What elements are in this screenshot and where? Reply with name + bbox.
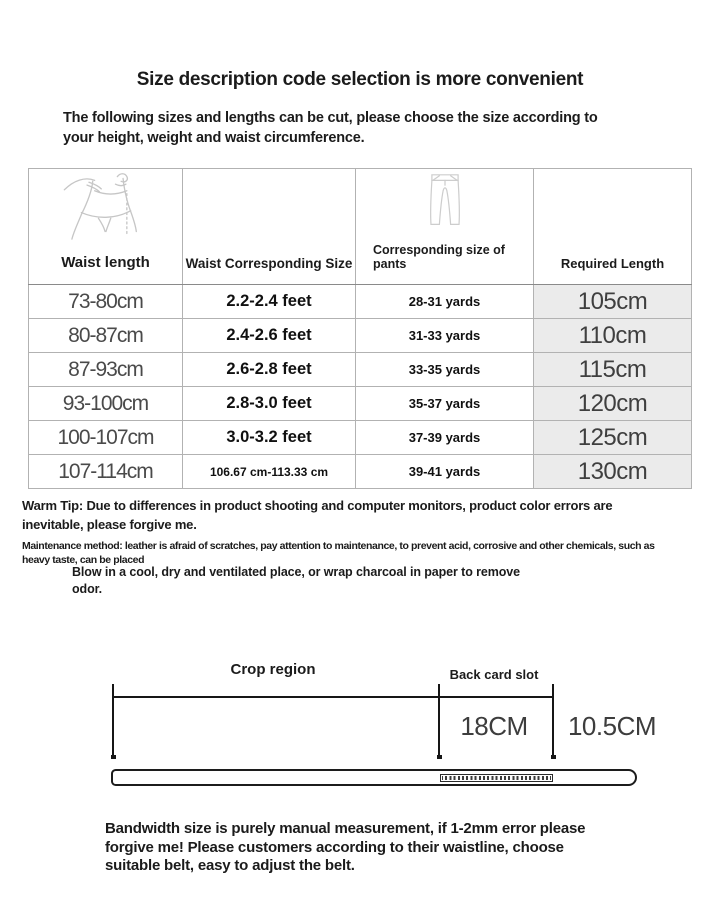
header-waist-length — [29, 169, 183, 285]
header-label-required-length: Required Length — [560, 256, 665, 271]
pants-size-cell: 35-37 yards — [356, 387, 534, 421]
measure-tick-left — [112, 684, 114, 756]
size-cut-note: The following sizes and lengths can be cut, please choose the size according to your height, weight and waist circumference. — [63, 110, 598, 146]
waist-range-cell: 87-93cm — [29, 353, 183, 387]
header-waist-size — [183, 169, 356, 285]
required-length-cell: 110cm — [534, 319, 692, 353]
waist-range-cell: 93-100cm — [29, 387, 183, 421]
table-row — [29, 319, 692, 353]
belt-ratchet-strip — [440, 774, 553, 782]
measure-line — [112, 696, 554, 698]
waist-size-cell: 106.67 cm-113.33 cm — [183, 455, 356, 489]
pants-size-cell: 39-41 yards — [356, 455, 534, 489]
waist-size-cell: 2.8-3.0 feet — [183, 387, 356, 421]
required-length-cell: 125cm — [534, 421, 692, 455]
size-chart-table — [28, 168, 692, 489]
table-row — [29, 387, 692, 421]
waist-range-cell: 107-114cm — [29, 455, 183, 489]
back-slot-dimension: 18CM — [460, 711, 528, 741]
waist-range-cell: 73-80cm — [29, 285, 183, 319]
header-label-pants-size: Corresponding size of pants — [373, 243, 505, 271]
waist-measure-icon — [58, 169, 154, 246]
pants-size-cell: 31-33 yards — [356, 319, 534, 353]
belt-width-dimension: 10.5CM — [567, 711, 657, 741]
header-label-waist-length: Waist length — [61, 254, 150, 271]
pants-icon — [425, 172, 465, 235]
pants-size-cell: 33-35 yards — [356, 353, 534, 387]
required-length-cell: 115cm — [534, 353, 692, 387]
bandwidth-note: Bandwidth size is purely manual measurement, if 1-2mm error please forgive me! Please customers according to their waistline, choose suitable belt, easy to adjust the belt. — [105, 820, 586, 874]
crop-region-label: Crop region — [230, 661, 316, 678]
required-length-cell: 120cm — [534, 387, 692, 421]
pants-size-cell: 28-31 yards — [356, 285, 534, 319]
waist-range-cell: 100-107cm — [29, 421, 183, 455]
waist-size-cell: 2.2-2.4 feet — [183, 285, 356, 319]
belt-illustration — [111, 769, 637, 786]
ventilation-note: Blow in a cool, dry and ventilated place, or wrap charcoal in paper to remove odor. — [72, 565, 520, 596]
header-pants-size — [356, 169, 534, 285]
table-row — [29, 421, 692, 455]
waist-size-cell: 2.6-2.8 feet — [183, 353, 356, 387]
waist-range-cell: 80-87cm — [29, 319, 183, 353]
warm-tip-note: Warm Tip: Due to differences in product shooting and computer monitors, product color errors are inevitable, please forgive me. — [22, 498, 613, 532]
table-row — [29, 285, 692, 319]
back-card-slot-label: Back card slot — [449, 667, 539, 682]
maintenance-note: Maintenance method: leather is afraid of scratches, pay attention to maintenance, to prevent acid, corrosive and other chemicals, such as heavy taste, can be placed — [22, 540, 655, 566]
pants-size-cell: 37-39 yards — [356, 421, 534, 455]
page-title: Size description code selection is more convenient — [136, 69, 584, 90]
table-row — [29, 455, 692, 489]
waist-size-cell: 2.4-2.6 feet — [183, 319, 356, 353]
required-length-cell: 105cm — [534, 285, 692, 319]
waist-size-cell: 3.0-3.2 feet — [183, 421, 356, 455]
header-required-length — [534, 169, 692, 285]
required-length-cell: 130cm — [534, 455, 692, 489]
header-label-waist-size: Waist Corresponding Size — [185, 256, 353, 271]
table-header-row — [29, 169, 692, 285]
table-row — [29, 353, 692, 387]
